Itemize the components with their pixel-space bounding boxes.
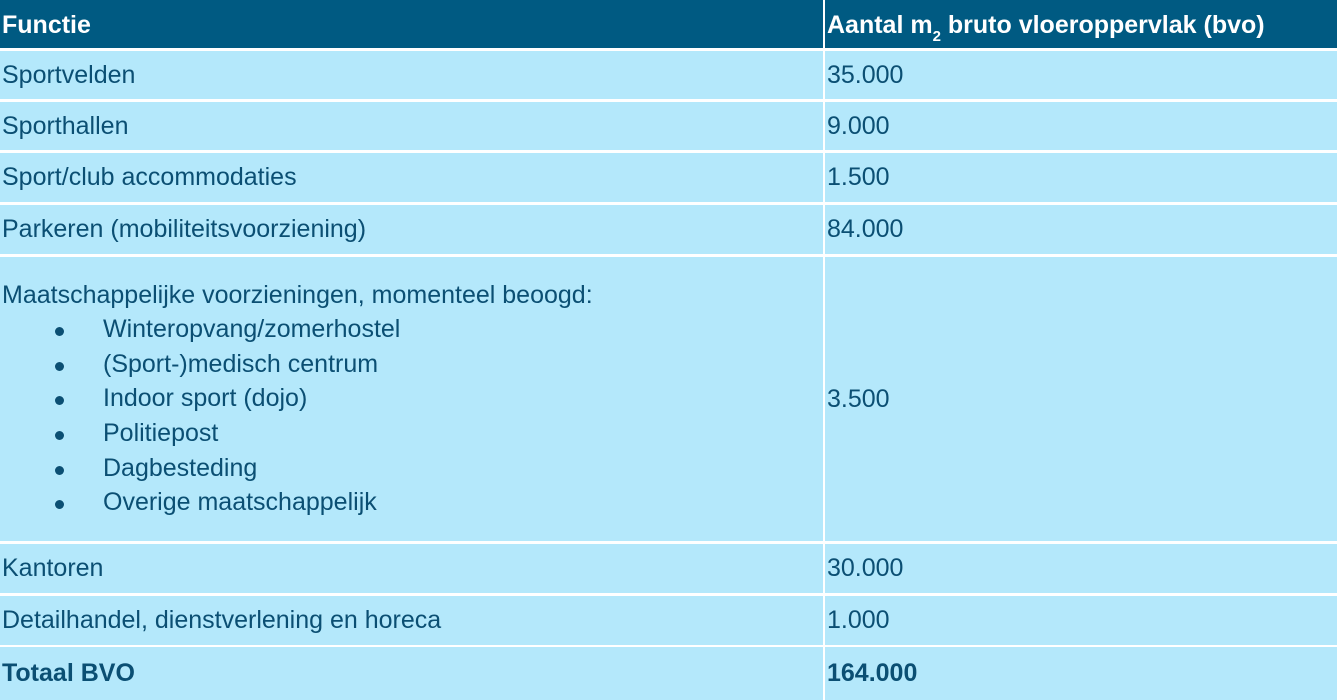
table-row [0,596,1337,645]
list-item [2,312,400,347]
list-item-label: Dagbesteding [103,453,258,482]
cell-aantal: 1.500 [825,153,1337,202]
bullet-icon [55,431,64,440]
bullet-icon [55,466,64,475]
cell-functie: Parkeren (mobiliteitsvoorziening) [0,205,823,254]
header-functie: Functie [0,0,823,48]
header-aantal-prefix: Aantal m [827,11,933,39]
bullet-icon [55,500,64,509]
list-item [2,451,400,486]
table-row [0,257,1337,541]
total-label: Totaal BVO [0,647,823,700]
list-item-label: Winteropvang/zomerhostel [103,315,401,344]
cell-functie [0,257,823,541]
table-header-row [0,0,1337,48]
list-item [2,347,400,382]
cell-functie: Detailhandel, dienstverlening en horeca [0,596,823,645]
cell-functie: Sport/club accommodaties [0,153,823,202]
table-row [0,51,1337,99]
header-aantal: Aantal m $^2$ bruto vloeroppervlak (bvo) [825,0,1337,48]
cell-functie-intro: Maatschappelijke voorzieningen, momenteel beoogd: [2,281,593,310]
cell-aantal: 30.000 [825,544,1337,593]
list-item [2,381,400,416]
bullet-icon [55,362,64,371]
table-row [0,544,1337,593]
table-row [0,102,1337,150]
list-item-label: Politiepost [103,419,219,447]
list-item [2,416,400,451]
bullet-icon [55,327,64,336]
cell-aantal: 84.000 [825,205,1337,254]
table-row [0,153,1337,202]
list-item-label: Overige maatschappelijk [103,488,377,517]
cell-aantal: 35.000 [825,51,1337,99]
bullet-list [2,312,400,520]
bullet-icon [55,396,64,405]
header-aantal-suffix: bruto vloeroppervlak (bvo) [940,11,1265,39]
cell-aantal: 9.000 [825,102,1337,150]
list-item [2,485,400,520]
cell-functie: Sportvelden [0,51,823,99]
table-total-row [0,647,1337,700]
cell-aantal: 3.500 [825,257,1337,541]
list-item-label: (Sport-)medisch centrum [103,349,379,378]
list-item-label: Indoor sport (dojo) [103,384,308,413]
table-row [0,205,1337,254]
cell-functie: Kantoren [0,544,823,593]
cell-aantal: 1.000 [825,596,1337,645]
cell-functie: Sporthallen [0,102,823,150]
total-value: 164.000 [825,647,1337,700]
